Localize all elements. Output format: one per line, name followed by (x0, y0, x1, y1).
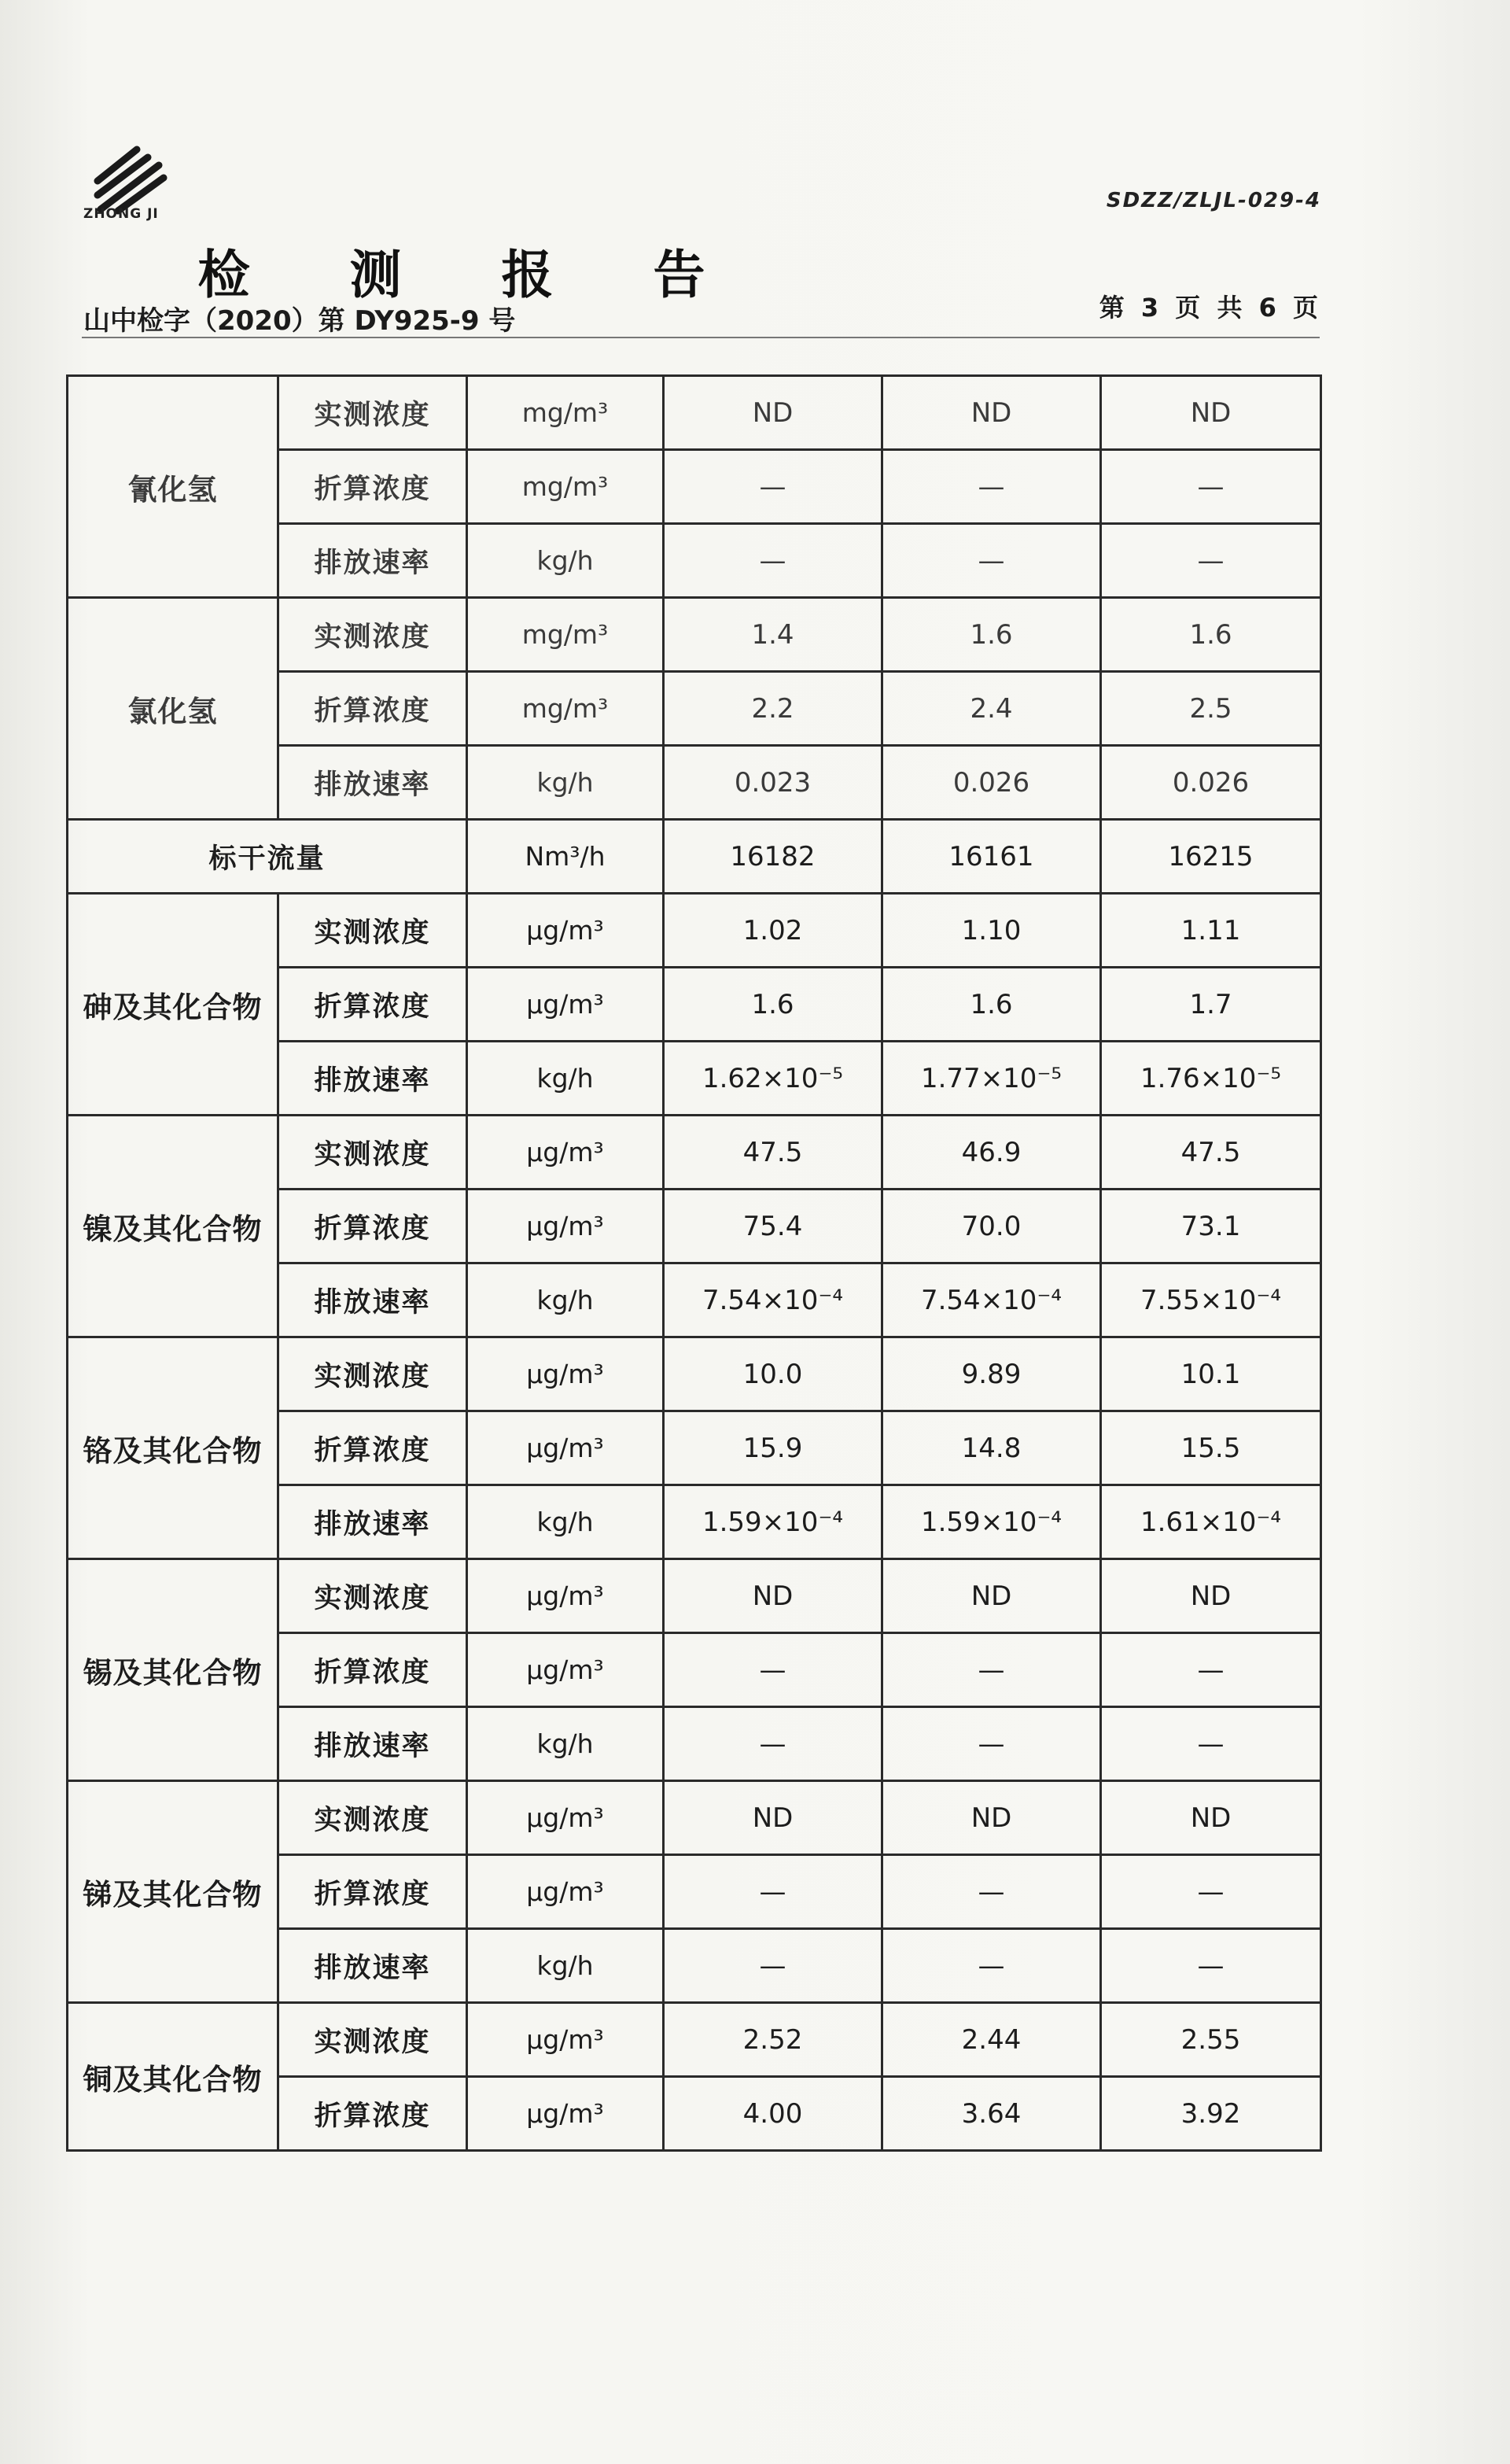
unit-cell: kg/h (467, 524, 664, 598)
table-row (68, 1116, 1321, 1190)
page-title: 检 测 报 告 (197, 245, 746, 305)
value-cell: — (882, 1633, 1101, 1707)
unit-cell: kg/h (467, 1929, 664, 2003)
item-label: 排放速率 (278, 1707, 467, 1781)
report-number: 山中检字（2020）第 DY925-9 号 (83, 305, 516, 337)
test-results-body (68, 376, 1321, 2151)
value-cell: 75.4 (664, 1190, 882, 1263)
value-cell: 2.5 (1101, 672, 1321, 746)
value-cell: 7.54×10⁻⁴ (882, 1263, 1101, 1337)
item-label: 折算浓度 (278, 450, 467, 524)
item-label: 实测浓度 (278, 1337, 467, 1411)
unit-cell: kg/h (467, 1042, 664, 1116)
value-cell: ND (882, 376, 1101, 450)
value-cell: — (1101, 450, 1321, 524)
item-label: 折算浓度 (278, 1411, 467, 1485)
pollutant-name: 氰化氢 (68, 376, 278, 598)
value-cell: — (1101, 1707, 1321, 1781)
item-label: 排放速率 (278, 1485, 467, 1559)
value-cell: 1.10 (882, 894, 1101, 968)
value-cell: 46.9 (882, 1116, 1101, 1190)
item-label: 实测浓度 (278, 1781, 467, 1855)
test-results-table (66, 374, 1322, 2152)
value-cell: 1.6 (882, 968, 1101, 1042)
item-label: 实测浓度 (278, 1116, 467, 1190)
value-cell: 1.61×10⁻⁴ (1101, 1485, 1321, 1559)
table-row (68, 598, 1321, 672)
value-cell: ND (664, 1781, 882, 1855)
pollutant-name: 锑及其化合物 (68, 1781, 278, 2003)
value-cell: — (882, 1855, 1101, 1929)
value-cell: 16161 (882, 820, 1101, 894)
pollutant-name: 铜及其化合物 (68, 2003, 278, 2151)
value-cell: 3.64 (882, 2077, 1101, 2151)
item-label: 排放速率 (278, 1042, 467, 1116)
unit-cell: μg/m³ (467, 1633, 664, 1707)
value-cell: ND (882, 1781, 1101, 1855)
value-cell: ND (1101, 376, 1321, 450)
value-cell: 16182 (664, 820, 882, 894)
unit-cell: kg/h (467, 1707, 664, 1781)
unit-cell: μg/m³ (467, 2003, 664, 2077)
value-cell: — (882, 524, 1101, 598)
value-cell: 16215 (1101, 820, 1321, 894)
item-label: 折算浓度 (278, 1633, 467, 1707)
value-cell: 2.55 (1101, 2003, 1321, 2077)
value-cell: 0.023 (664, 746, 882, 820)
item-label: 实测浓度 (278, 894, 467, 968)
table-row (68, 2003, 1321, 2077)
value-cell: — (664, 1855, 882, 1929)
value-cell: — (882, 1929, 1101, 2003)
item-label: 实测浓度 (278, 376, 467, 450)
value-cell: 3.92 (1101, 2077, 1321, 2151)
value-cell: 73.1 (1101, 1190, 1321, 1263)
value-cell: 2.44 (882, 2003, 1101, 2077)
pollutant-name: 氯化氢 (68, 598, 278, 820)
unit-cell: kg/h (467, 1485, 664, 1559)
value-cell: — (1101, 1855, 1321, 1929)
unit-cell: mg/m³ (467, 672, 664, 746)
value-cell: 70.0 (882, 1190, 1101, 1263)
value-cell: 10.0 (664, 1337, 882, 1411)
value-cell: 14.8 (882, 1411, 1101, 1485)
item-label: 实测浓度 (278, 2003, 467, 2077)
value-cell: 15.5 (1101, 1411, 1321, 1485)
table-row (68, 820, 1321, 894)
value-cell: ND (1101, 1781, 1321, 1855)
value-cell: 1.77×10⁻⁵ (882, 1042, 1101, 1116)
value-cell: — (1101, 524, 1321, 598)
pollutant-name: 锡及其化合物 (68, 1559, 278, 1781)
value-cell: ND (664, 1559, 882, 1633)
unit-cell: μg/m³ (467, 1559, 664, 1633)
value-cell: 1.62×10⁻⁵ (664, 1042, 882, 1116)
document-code: SDZZ/ZLJL-029-4 (1106, 189, 1321, 212)
value-cell: 47.5 (664, 1116, 882, 1190)
value-cell: 1.76×10⁻⁵ (1101, 1042, 1321, 1116)
table-row (68, 1559, 1321, 1633)
value-cell: — (664, 1707, 882, 1781)
item-label: 排放速率 (278, 746, 467, 820)
unit-cell: μg/m³ (467, 894, 664, 968)
table-row (68, 894, 1321, 968)
item-label: 折算浓度 (278, 672, 467, 746)
unit-cell: kg/h (467, 1263, 664, 1337)
value-cell: — (664, 524, 882, 598)
value-cell: 1.4 (664, 598, 882, 672)
value-cell: 47.5 (1101, 1116, 1321, 1190)
header-divider (82, 337, 1320, 338)
item-label: 排放速率 (278, 1263, 467, 1337)
unit-cell: μg/m³ (467, 2077, 664, 2151)
unit-cell: μg/m³ (467, 1781, 664, 1855)
pollutant-name: 镍及其化合物 (68, 1116, 278, 1337)
unit-cell: μg/m³ (467, 968, 664, 1042)
value-cell: ND (664, 376, 882, 450)
item-label: 折算浓度 (278, 1190, 467, 1263)
table-row (68, 376, 1321, 450)
value-cell: 1.6 (1101, 598, 1321, 672)
value-cell: ND (1101, 1559, 1321, 1633)
value-cell: 2.52 (664, 2003, 882, 2077)
value-cell: — (664, 450, 882, 524)
value-cell: — (1101, 1633, 1321, 1707)
unit-cell: μg/m³ (467, 1190, 664, 1263)
unit-cell: μg/m³ (467, 1116, 664, 1190)
unit-cell: mg/m³ (467, 598, 664, 672)
value-cell: — (882, 450, 1101, 524)
item-label: 实测浓度 (278, 598, 467, 672)
value-cell: 1.59×10⁻⁴ (664, 1485, 882, 1559)
value-cell: 1.6 (664, 968, 882, 1042)
pollutant-name: 砷及其化合物 (68, 894, 278, 1116)
page-number: 第 3 页 共 6 页 (1099, 293, 1318, 323)
value-cell: 4.00 (664, 2077, 882, 2151)
logo-text: ZHONG JI (83, 206, 159, 222)
value-cell: 7.55×10⁻⁴ (1101, 1263, 1321, 1337)
value-cell: 7.54×10⁻⁴ (664, 1263, 882, 1337)
row-label: 标干流量 (68, 820, 467, 894)
unit-cell: mg/m³ (467, 450, 664, 524)
pollutant-name: 铬及其化合物 (68, 1337, 278, 1559)
item-label: 实测浓度 (278, 1559, 467, 1633)
value-cell: — (664, 1929, 882, 2003)
value-cell: — (882, 1707, 1101, 1781)
value-cell: 1.11 (1101, 894, 1321, 968)
item-label: 排放速率 (278, 524, 467, 598)
item-label: 折算浓度 (278, 1855, 467, 1929)
value-cell: ND (882, 1559, 1101, 1633)
item-label: 排放速率 (278, 1929, 467, 2003)
value-cell: 2.4 (882, 672, 1101, 746)
value-cell: 1.7 (1101, 968, 1321, 1042)
unit-cell: kg/h (467, 746, 664, 820)
value-cell: — (1101, 1929, 1321, 2003)
value-cell: — (664, 1633, 882, 1707)
unit-cell: mg/m³ (467, 376, 664, 450)
item-label: 折算浓度 (278, 968, 467, 1042)
unit-cell: μg/m³ (467, 1337, 664, 1411)
value-cell: 9.89 (882, 1337, 1101, 1411)
value-cell: 1.6 (882, 598, 1101, 672)
table-row (68, 1781, 1321, 1855)
value-cell: 10.1 (1101, 1337, 1321, 1411)
value-cell: 0.026 (882, 746, 1101, 820)
unit-cell: μg/m³ (467, 1411, 664, 1485)
value-cell: 0.026 (1101, 746, 1321, 820)
item-label: 折算浓度 (278, 2077, 467, 2151)
value-cell: 1.59×10⁻⁴ (882, 1485, 1101, 1559)
unit-cell: μg/m³ (467, 1855, 664, 1929)
value-cell: 2.2 (664, 672, 882, 746)
table-row (68, 1337, 1321, 1411)
value-cell: 15.9 (664, 1411, 882, 1485)
unit-cell: Nm³/h (467, 820, 664, 894)
value-cell: 1.02 (664, 894, 882, 968)
